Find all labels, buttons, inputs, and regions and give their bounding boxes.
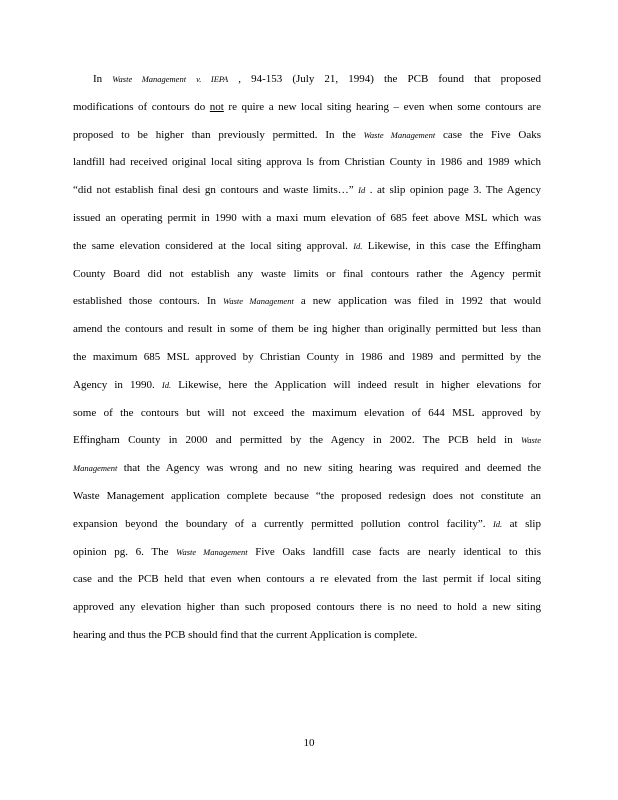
text-line <box>73 288 541 316</box>
text-line <box>73 344 541 372</box>
text-run: Effingham County in 2000 and permitted by the Agency in 2002. The PCB held in <box>73 434 521 447</box>
text-run: In <box>93 73 113 85</box>
text-run: at slip <box>502 517 541 530</box>
page-number: 10 <box>303 737 315 749</box>
text-run: Likewise, here the Application will indeed result in higher elevations for <box>171 378 541 391</box>
text-line <box>73 427 541 455</box>
text-run: “did not establish final desi gn contours and waste limits…” <box>73 184 359 197</box>
text-run: established those contours. In <box>73 295 224 308</box>
text-line <box>73 94 541 122</box>
case-citation: Waste Management <box>363 129 436 140</box>
text-line <box>73 483 541 511</box>
case-citation: Management <box>73 463 118 474</box>
text-run: some of the contours but will not exceed the maximum elevation of 644 MSL approved by <box>73 406 541 419</box>
text-run: opinion pg. 6. The <box>73 545 177 558</box>
text-run: hearing and thus the PCB should find that the current Application is complete. <box>73 628 418 641</box>
text-run: modifications of contours do <box>73 100 210 113</box>
text-line <box>73 177 541 205</box>
text-run: . at slip opinion page 3. The Agency <box>365 184 541 197</box>
case-citation: v. IEPA <box>196 74 229 84</box>
text-run <box>186 73 196 85</box>
text-line <box>73 316 541 344</box>
text-run: Waste Management application complete because “the proposed redesign does not constitute an <box>73 489 541 502</box>
text-run: proposed to be higher than previously permitted. In the <box>73 128 364 141</box>
text-run: approved any elevation higher than such proposed contours there is no need to hold a new siting <box>73 601 541 614</box>
text-run: County Board did not establish any waste limits or final contours rather the Agency permit <box>73 267 541 280</box>
text-line <box>73 511 541 539</box>
text-run: Five Oaks landfill case facts are nearly identical to this <box>247 545 541 558</box>
case-citation: Waste Management <box>112 74 187 84</box>
text-line <box>73 594 541 622</box>
case-citation: Id. <box>161 379 172 390</box>
case-citation: Waste <box>521 435 541 446</box>
text-line <box>73 400 541 428</box>
text-run: , 94-153 (July 21, 1994) the PCB found that proposed <box>228 73 541 85</box>
text-line <box>73 566 541 594</box>
text-run: issued an operating permit in 1990 with a maxi mum elevation of 685 feet above MSL which was <box>73 211 541 224</box>
text-run: amend the contours and result in some of them be ing higher than originally permitted but less than <box>73 323 541 336</box>
text-line <box>73 261 541 289</box>
text-run: landfill had received original local siting approva ls from Christian County in 1986 and 1989 which <box>73 156 541 169</box>
text-run: re quire a new local siting hearing – even when some contours are <box>223 100 541 113</box>
case-citation: Id. <box>353 240 363 251</box>
text-run: Agency in 1990. <box>73 378 162 391</box>
case-citation: Id. <box>492 518 503 529</box>
text-run: expansion beyond the boundary of a currently permitted pollution control facility”. <box>73 517 493 530</box>
text-line <box>73 233 541 261</box>
text-run: the maximum 685 MSL approved by Christian County in 1986 and 1989 and permitted by the <box>73 350 541 363</box>
text-run: the same elevation considered at the local siting approval. <box>73 239 354 252</box>
text-line <box>73 66 541 94</box>
case-citation: Id <box>358 185 366 196</box>
text-run: a new application was filed in 1992 that would <box>293 295 541 308</box>
text-line <box>73 122 541 150</box>
text-line <box>73 372 541 400</box>
case-citation: Waste Management <box>176 546 248 557</box>
text-line <box>73 149 541 177</box>
text-line <box>73 205 541 233</box>
text-line <box>73 455 541 483</box>
text-run: that the Agency was wrong and no new siting hearing was required and deemed the <box>117 462 541 475</box>
emphasized-word: not <box>209 100 224 113</box>
text-line <box>73 622 541 650</box>
text-run: case the Five Oaks <box>435 128 541 141</box>
text-run: case and the PCB held that even when contours a re elevated from the last permit if local siting <box>73 573 541 586</box>
text-run: Likewise, in this case the Effingham <box>362 239 541 252</box>
body-paragraph <box>73 66 541 650</box>
case-citation: Waste Management <box>223 296 294 307</box>
text-line <box>73 539 541 567</box>
